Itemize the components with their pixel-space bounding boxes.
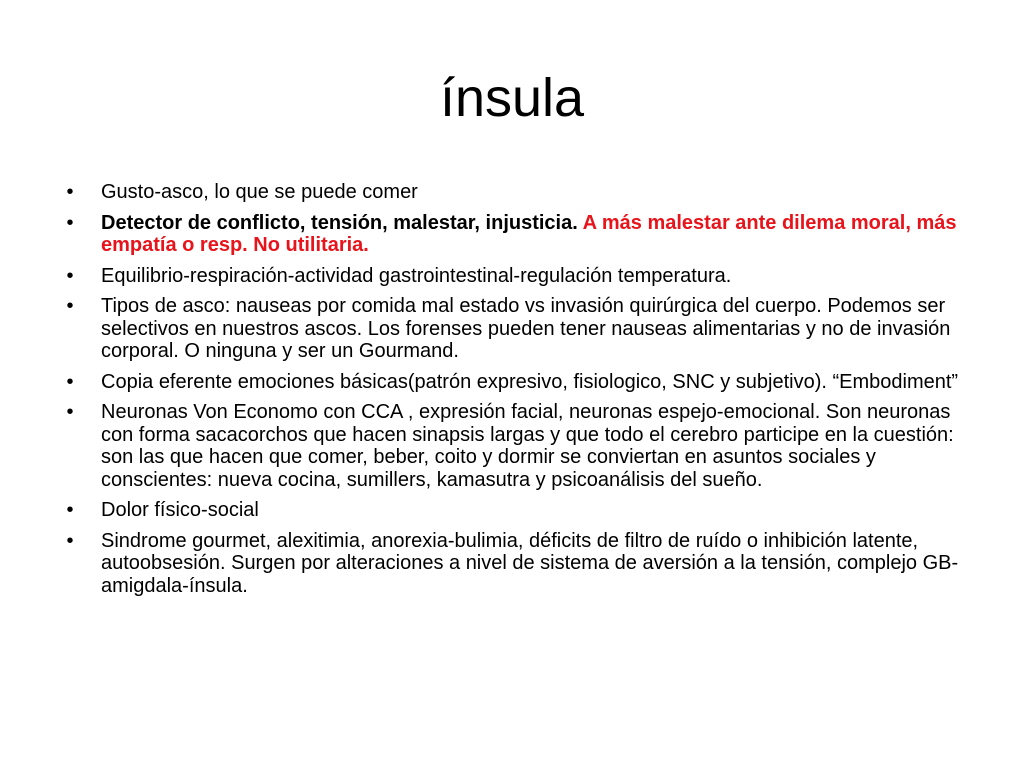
bullet-icon: •: [66, 211, 74, 234]
list-item: [60, 401, 960, 491]
list-item: [60, 181, 960, 204]
list-item: [60, 499, 960, 522]
list-item: [60, 265, 960, 288]
bullet-text: Neuronas Von Economo con CCA , expresión facial, neuronas espejo-emocional. Son neuronas con forma sacacorchos que hacen sinapsis largas y que todo el cerebro participe en la cuestión: son las que hacen que comer, beber, coito y dormir se conviertan en asuntos sociales y conscientes: nueva cocina, sumillers, kamasutra y psicoanálisis del sueño.: [101, 401, 954, 491]
bullet-list: [60, 181, 960, 605]
bullet-text-bold: Detector de conflicto, tensión, malestar, injusticia.: [101, 211, 578, 234]
bullet-text-emphasis: A más malestar ante dilema moral, más empatía o resp. No utilitaria.: [101, 211, 957, 256]
bullet-text: Gusto-asco, lo que se puede comer: [101, 181, 418, 203]
bullet-icon: •: [66, 370, 74, 393]
bullet-icon: •: [66, 499, 74, 521]
list-item: [60, 212, 960, 257]
bullet-text: Equilibrio-respiración-actividad gastrointestinal-regulación temperatura.: [101, 264, 732, 287]
bullet-icon: •: [66, 401, 74, 423]
bullet-icon: •: [66, 181, 74, 203]
list-item: [60, 530, 960, 598]
bullet-text: Tipos de asco: nauseas por comida mal estado vs invasión quirúrgica del cuerpo. Podemos ser selectivos en nuestros ascos. Los forenses pueden tener nauseas alimentarias y no de invasión corporal. O ninguna y ser un Gourmand.: [101, 295, 951, 362]
slide-title: ínsula: [439, 68, 585, 128]
bullet-icon: •: [66, 264, 74, 287]
bullet-icon: •: [66, 529, 74, 552]
bullet-text: Sindrome gourmet, alexitimia, anorexia-bulimia, déficits de filtro de ruído o inhibición latente, autoobsesión. Surgen por alteraciones a nivel de sistema de aversión a la tensión, complejo GB-amigdala-ínsula.: [101, 529, 959, 597]
bullet-text: Copia eferente emociones básicas(patrón expresivo, fisiologico, SNC y subjetivo). “Embodiment”: [101, 370, 959, 393]
list-item: [60, 295, 960, 363]
bullet-icon: •: [66, 295, 74, 317]
bullet-text: Dolor físico-social: [101, 499, 259, 521]
list-item: [60, 371, 960, 394]
